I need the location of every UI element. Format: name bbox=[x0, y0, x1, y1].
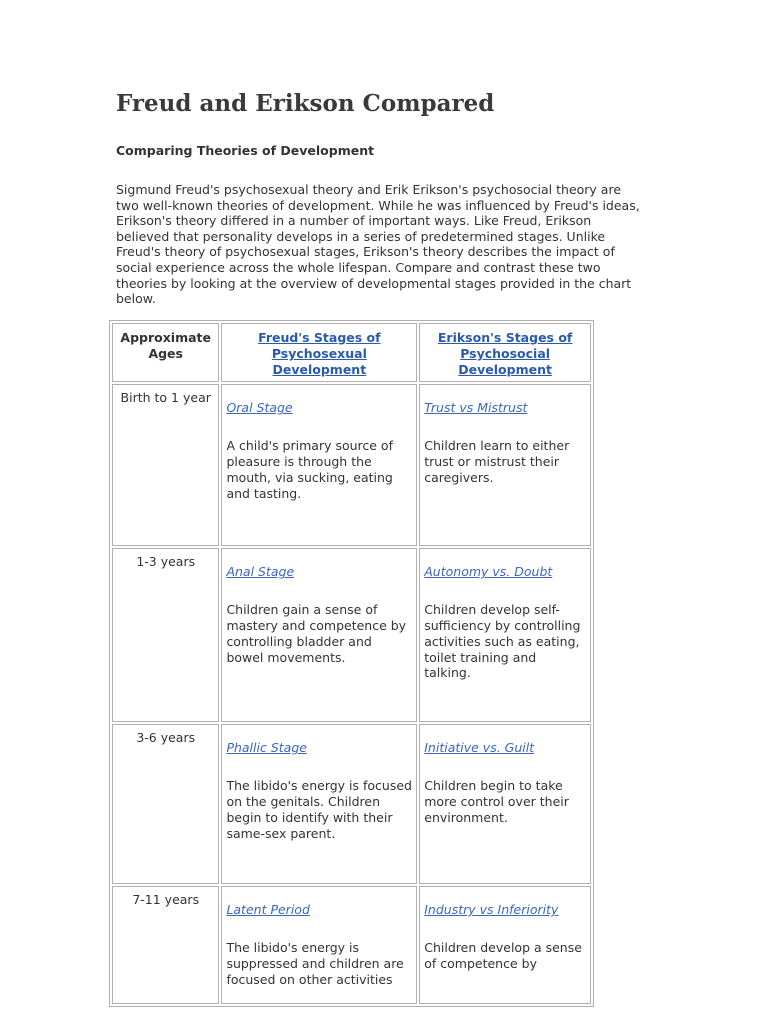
table-header-row bbox=[112, 323, 591, 382]
table-row bbox=[112, 886, 591, 1004]
age-cell: 1-3 years bbox=[112, 548, 219, 722]
page-subtitle: Comparing Theories of Development bbox=[116, 143, 375, 158]
erikson-stage-description: Children develop a sense of competence by bbox=[424, 940, 582, 971]
freud-stage-description: A child's primary source of pleasure is through the mouth, via sucking, eating and tasting. bbox=[226, 438, 393, 501]
erikson-stage-cell bbox=[419, 724, 591, 884]
erikson-stages-link[interactable]: Erikson's Stages of Psychosocial Development bbox=[437, 330, 573, 377]
freud-stage-link[interactable]: Latent Period bbox=[226, 902, 310, 918]
age-cell: 7-11 years bbox=[112, 886, 219, 1004]
erikson-stage-description: Children develop self-sufficiency by controlling activities such as eating, toilet training and talking. bbox=[424, 602, 581, 681]
table-row bbox=[112, 724, 591, 884]
age-cell: Birth to 1 year bbox=[112, 384, 219, 546]
freud-stage-description: Children gain a sense of mastery and competence by controlling bladder and bowel movements. bbox=[226, 602, 407, 665]
erikson-stage-cell bbox=[419, 384, 591, 546]
header-erikson bbox=[419, 323, 591, 382]
table-row bbox=[112, 548, 591, 722]
freud-stage-description: The libido's energy is focused on the genitals. Children begin to identify with their same-sex parent. bbox=[226, 778, 412, 841]
erikson-stage-link[interactable]: Industry vs Inferiority bbox=[424, 902, 559, 918]
freud-stage-cell bbox=[221, 886, 417, 1004]
page-title: Freud and Erikson Compared bbox=[116, 90, 495, 117]
freud-stage-cell bbox=[221, 548, 417, 722]
erikson-stage-link[interactable]: Autonomy vs. Doubt bbox=[424, 564, 553, 580]
erikson-stage-link[interactable]: Trust vs Mistrust bbox=[424, 400, 528, 416]
erikson-stage-link[interactable]: Initiative vs. Guilt bbox=[424, 740, 535, 756]
erikson-stage-description: Children learn to either trust or mistrust their caregivers. bbox=[424, 438, 570, 485]
freud-stages-link[interactable]: Freud's Stages of Psychosexual Development bbox=[258, 330, 381, 377]
freud-stage-link[interactable]: Phallic Stage bbox=[226, 740, 307, 756]
freud-stage-link[interactable]: Anal Stage bbox=[226, 564, 295, 580]
age-cell: 3-6 years bbox=[112, 724, 219, 884]
stages-comparison-table bbox=[109, 320, 594, 1007]
freud-stage-cell bbox=[221, 384, 417, 546]
erikson-stage-description: Children begin to take more control over their environment. bbox=[424, 778, 569, 825]
header-freud bbox=[221, 323, 417, 382]
table-row bbox=[112, 384, 591, 546]
erikson-stage-cell bbox=[419, 886, 591, 1004]
intro-paragraph: Sigmund Freud's psychosexual theory and Erik Erikson's psychosocial theory are two well-known theories of development. While he was influenced by Freud's ideas, Erikson's theory differed in a number of important ways. Like Freud, Erikson believed that personality develops in a series of predetermined stages. Unlike Freud's theory of psychosexual stages, Erikson's theory describes the impact of social experience across the whole lifespan. Compare and contrast these two theories by looking at the overview of developmental stages provided in the chart below. bbox=[116, 182, 640, 307]
freud-stage-cell bbox=[221, 724, 417, 884]
erikson-stage-cell bbox=[419, 548, 591, 722]
freud-stage-link[interactable]: Oral Stage bbox=[226, 400, 293, 416]
freud-stage-description: The libido's energy is suppressed and children are focused on other activities bbox=[226, 940, 404, 987]
header-approximate-ages: Approximate Ages bbox=[112, 323, 219, 382]
